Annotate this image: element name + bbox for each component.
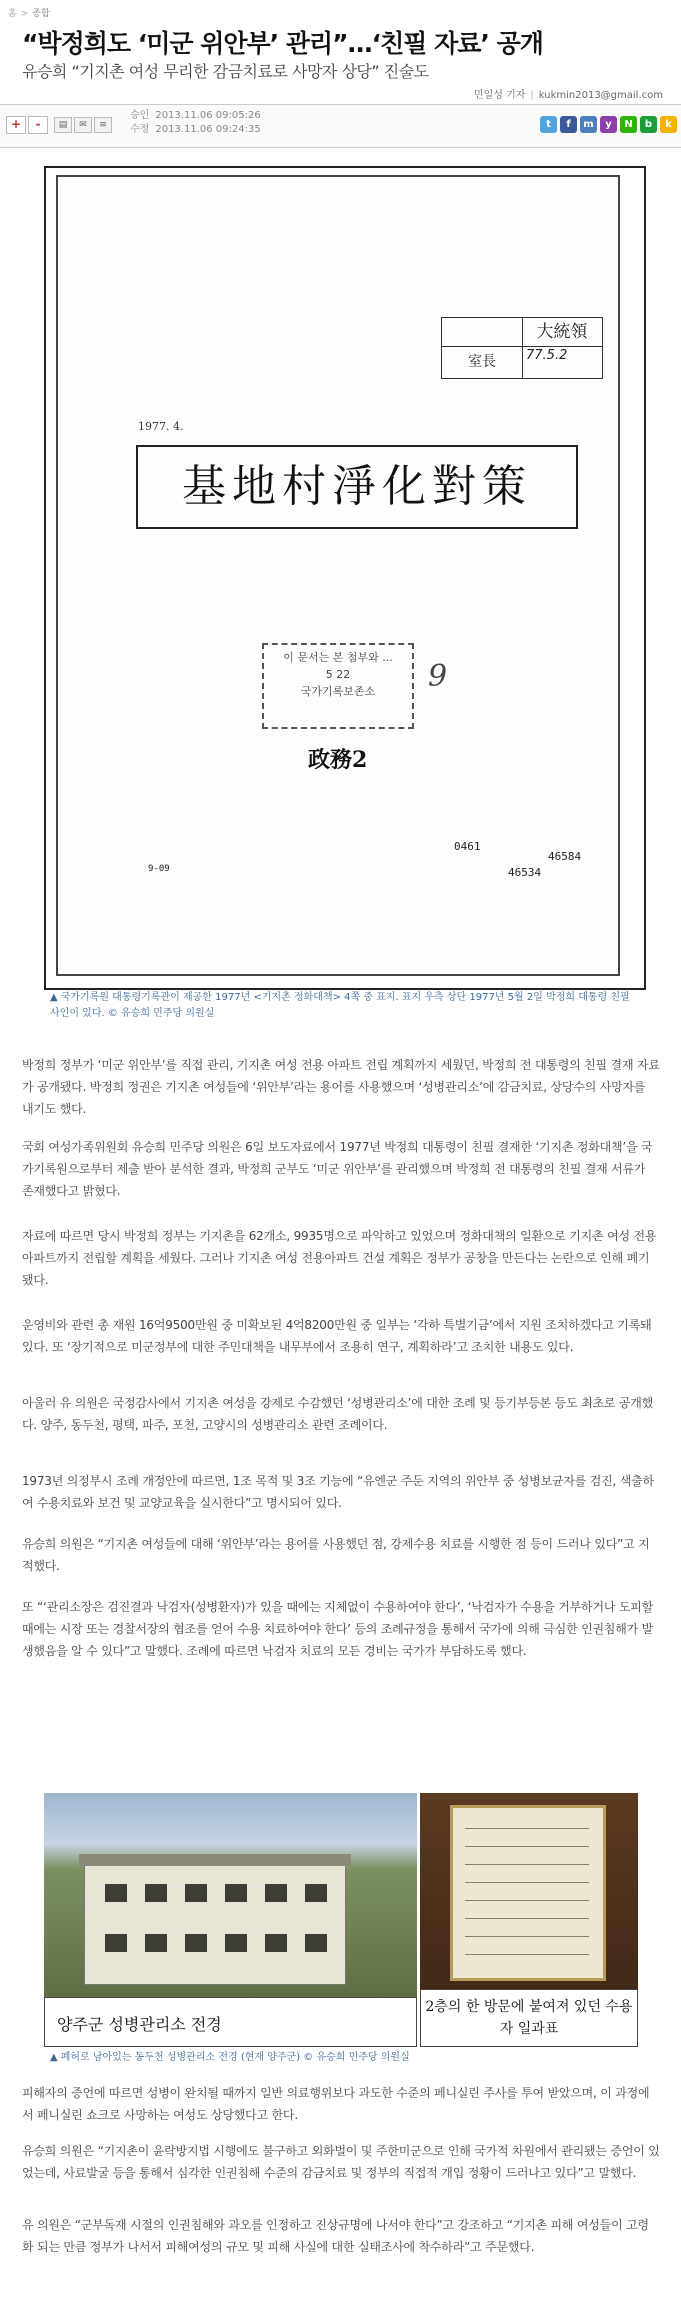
photo-label: 2층의 한 방문에 붙여져 있던 수용자 일과표 — [420, 1989, 638, 2047]
email-icon[interactable]: ✉ — [74, 117, 92, 133]
handwritten-number: 9 — [428, 659, 448, 694]
stamp-president: 大統領 — [522, 318, 602, 347]
scrap-icon[interactable]: ≡ — [94, 117, 112, 133]
article-subtitle: 유승희 “기지촌 여성 무리한 감금치료로 사망자 상당” 진술도 — [22, 62, 429, 81]
article-title: “박정희도 ‘미군 위안부’ 관리”…‘친필 자료’ 공개 — [22, 29, 543, 58]
paragraph: 유 의원은 “군부독재 시절의 인권침해와 과오를 인정하고 진상규명에 나서야 한다”고 강조하고 “기지촌 피해 여성들이 고령화 되는 만큼 정부가 나서서 피해여성의 규모 및 피해 사실에 대한 실태조사에 착수하라”고 주문했다. — [22, 2218, 649, 2254]
approved-label: 승인 — [130, 110, 150, 121]
doc-number-a: 0461 — [454, 840, 481, 853]
document-title-box — [136, 445, 578, 529]
kakao-share-icon[interactable]: k — [660, 116, 677, 133]
naver-share-icon[interactable]: N — [620, 116, 637, 133]
paragraph: 자료에 따르면 당시 박정희 정부는 기지촌을 62개소, 9935명으로 파악하고 있었으며 정화대책의 일환으로 기지촌 여성 전용아파트까지 전립할 계획을 세웠다. 그러나 기지촌 여성 전용아파트 건설 계획은 정부가 공창을 만든다는 논란으로 인해 폐기됐다. — [22, 1229, 657, 1287]
yozm-share-icon[interactable]: y — [600, 116, 617, 133]
blog-share-icon[interactable]: b — [640, 116, 657, 133]
paragraph: 운영비와 관련 총 재원 16억9500만원 중 미확보된 4억8200만원 중 일부는 ‘각하 특별기금’에서 지원 조치하겠다고 기록돼 있다. 또 ‘장기적으로 미군정부에 대한 주민대책을 내무부에서 조용히 연구, 계획하라’고 조치한 내용도 있다. — [22, 1318, 652, 1354]
paragraph: 또 “‘관리소장은 검진결과 낙검자(성병환자)가 있을 때에는 지체없이 수용하여야 한다’, ‘낙검자가 수용을 거부하거나 도피할 때에는 시장 또는 경찰서장의 협조를 얻어 수용 치료하여야 한다’ 등의 조례규정을 통해서 국가에 의해 극심한 인권침해가 발생했음을 알 수 있다”고 말했다. 조례에 따르면 낙검자 치료의 모든 경비는 국가가 부담하도록 했다. — [22, 1600, 654, 1658]
section-mark: 政務2 — [308, 747, 368, 773]
paragraph: 피해자의 증언에 따르면 성병이 완치될 때까지 일반 의료행위보다 과도한 수준의 페니실린 주사를 투여 받았으며, 이 과정에서 페니실린 쇼크로 사망하는 여성도 상당했다고 한다. — [22, 2086, 650, 2122]
reporter-name: 민일성 기자 — [473, 90, 526, 101]
doc-number-b: 46584 — [548, 850, 582, 863]
stamp-chief: 室長 — [442, 346, 523, 378]
modified-label: 수정 — [130, 124, 150, 135]
image-caption: ▲ 국가기록원 대통령기록관이 제공한 1977년 <기지촌 정화대책> 4쪽 중 표지. 표지 우측 상단 1977년 5월 2일 박정희 대통령 친필 사인이 있다. © 유승희 민주당 의원실 — [50, 992, 630, 1019]
article-dates — [130, 109, 261, 137]
font-increase-button[interactable]: + — [6, 116, 26, 134]
byline: 민일성 기자 | kukmin2013@gmail.com — [473, 90, 663, 101]
doc-number-c: 46534 — [508, 866, 542, 879]
paragraph: 1973년 의정부시 조례 개정안에 따르면, 1조 목적 및 3조 기능에 “유엔군 주둔 지역의 위안부 중 성병보균자를 검진, 색출하여 수용치료와 보건 및 교양교육을 실시한다”고 명시되어 있다. — [22, 1474, 654, 1510]
modified-date: 2013.11.06 09:24:35 — [155, 124, 261, 135]
font-decrease-button[interactable]: - — [28, 116, 48, 134]
signature: 77.5.2 — [526, 348, 568, 363]
breadcrumb-separator: > — [20, 9, 29, 19]
paragraph: 박정희 정부가 ‘미군 위안부’를 직접 관리, 기지촌 여성 전용 아파트 전립 계획까지 세웠던, 박정희 전 대통령의 친필 결재 자료가 공개됐다. 박정희 정권은 기지촌 여성들에 ‘위안부’라는 용어를 사용했으며 ‘성병관리소’에 감금치료, 상당수의 사망자를 내기도 했다. — [22, 1058, 660, 1116]
paragraph: 유승희 의원은 “기지촌 여성들에 대해 ‘위안부’라는 용어를 사용했던 점, 강제수용 치료를 시행한 점 등이 드러나 있다”고 지적했다. — [22, 1537, 650, 1573]
building-image — [84, 1863, 346, 1985]
reporter-email-link[interactable]: kukmin2013@gmail.com — [538, 90, 663, 101]
document-date: 1977. 4. — [138, 420, 184, 433]
doc-number-d: 9-09 — [148, 864, 170, 874]
photo-label: 양주군 성병관리소 전경 — [44, 1997, 417, 2047]
caption-triangle-icon: ▲ — [50, 992, 58, 1003]
schedule-frame-image — [450, 1805, 606, 1981]
document-page — [56, 175, 620, 976]
print-icon[interactable]: ▤ — [54, 117, 72, 133]
paragraph: 국회 여성가족위원회 유승희 민주당 의원은 6일 보도자료에서 1977년 박정희 대통령이 친필 결재한 ‘기지촌 정화대책’을 국가기록원으로부터 제출 받아 분석한 결과, 박정희 군부도 ‘미군 위안부’를 관리했으며 박정희 전 대통령의 친필 결재 서류가 존재했다고 밝혔다. — [22, 1140, 653, 1198]
paragraph: 아울러 유 의원은 국정감사에서 기지촌 여성을 강제로 수감했던 ‘성병관리소’에 대한 조례 및 등기부등본 등도 최초로 공개했다. 양주, 동두천, 평택, 파주, 포천, 고양시의 성병관리소 관련 조례이다. — [22, 1396, 654, 1432]
breadcrumb — [8, 6, 50, 19]
me2day-share-icon[interactable]: m — [580, 116, 597, 133]
breadcrumb-home-link[interactable]: 홈 — [8, 9, 17, 19]
caption-triangle-icon: ▲ — [50, 2052, 58, 2063]
approved-date: 2013.11.06 09:05:26 — [155, 110, 261, 121]
twitter-share-icon[interactable]: t — [540, 116, 557, 133]
approval-stamp — [441, 317, 603, 379]
breadcrumb-section-link[interactable]: 종합 — [32, 9, 50, 19]
paragraph: 유승희 의원은 “기지촌이 윤락방지법 시행에도 불구하고 외화벌이 및 주한미군으로 인해 국가적 차원에서 관리됐는 증언이 있었는데, 사료발굴 등을 통해서 심각한 인권침해 수준의 감금치료 및 정부의 직접적 개입 정황이 드러나고 있다”고 말했다. — [22, 2144, 660, 2180]
image-caption: ▲ 폐허로 남아있는 동두천 성병관리소 전경 (현재 양주군) © 유승희 민주당 의원실 — [50, 2052, 410, 2063]
facebook-share-icon[interactable]: f — [560, 116, 577, 133]
document-title: 基地村淨化對策 — [182, 461, 532, 512]
receipt-stamp: 이 문서는 본 첨부와 ... 5 22 국가기록보존소 — [262, 643, 414, 729]
article-toolbar — [0, 104, 681, 148]
